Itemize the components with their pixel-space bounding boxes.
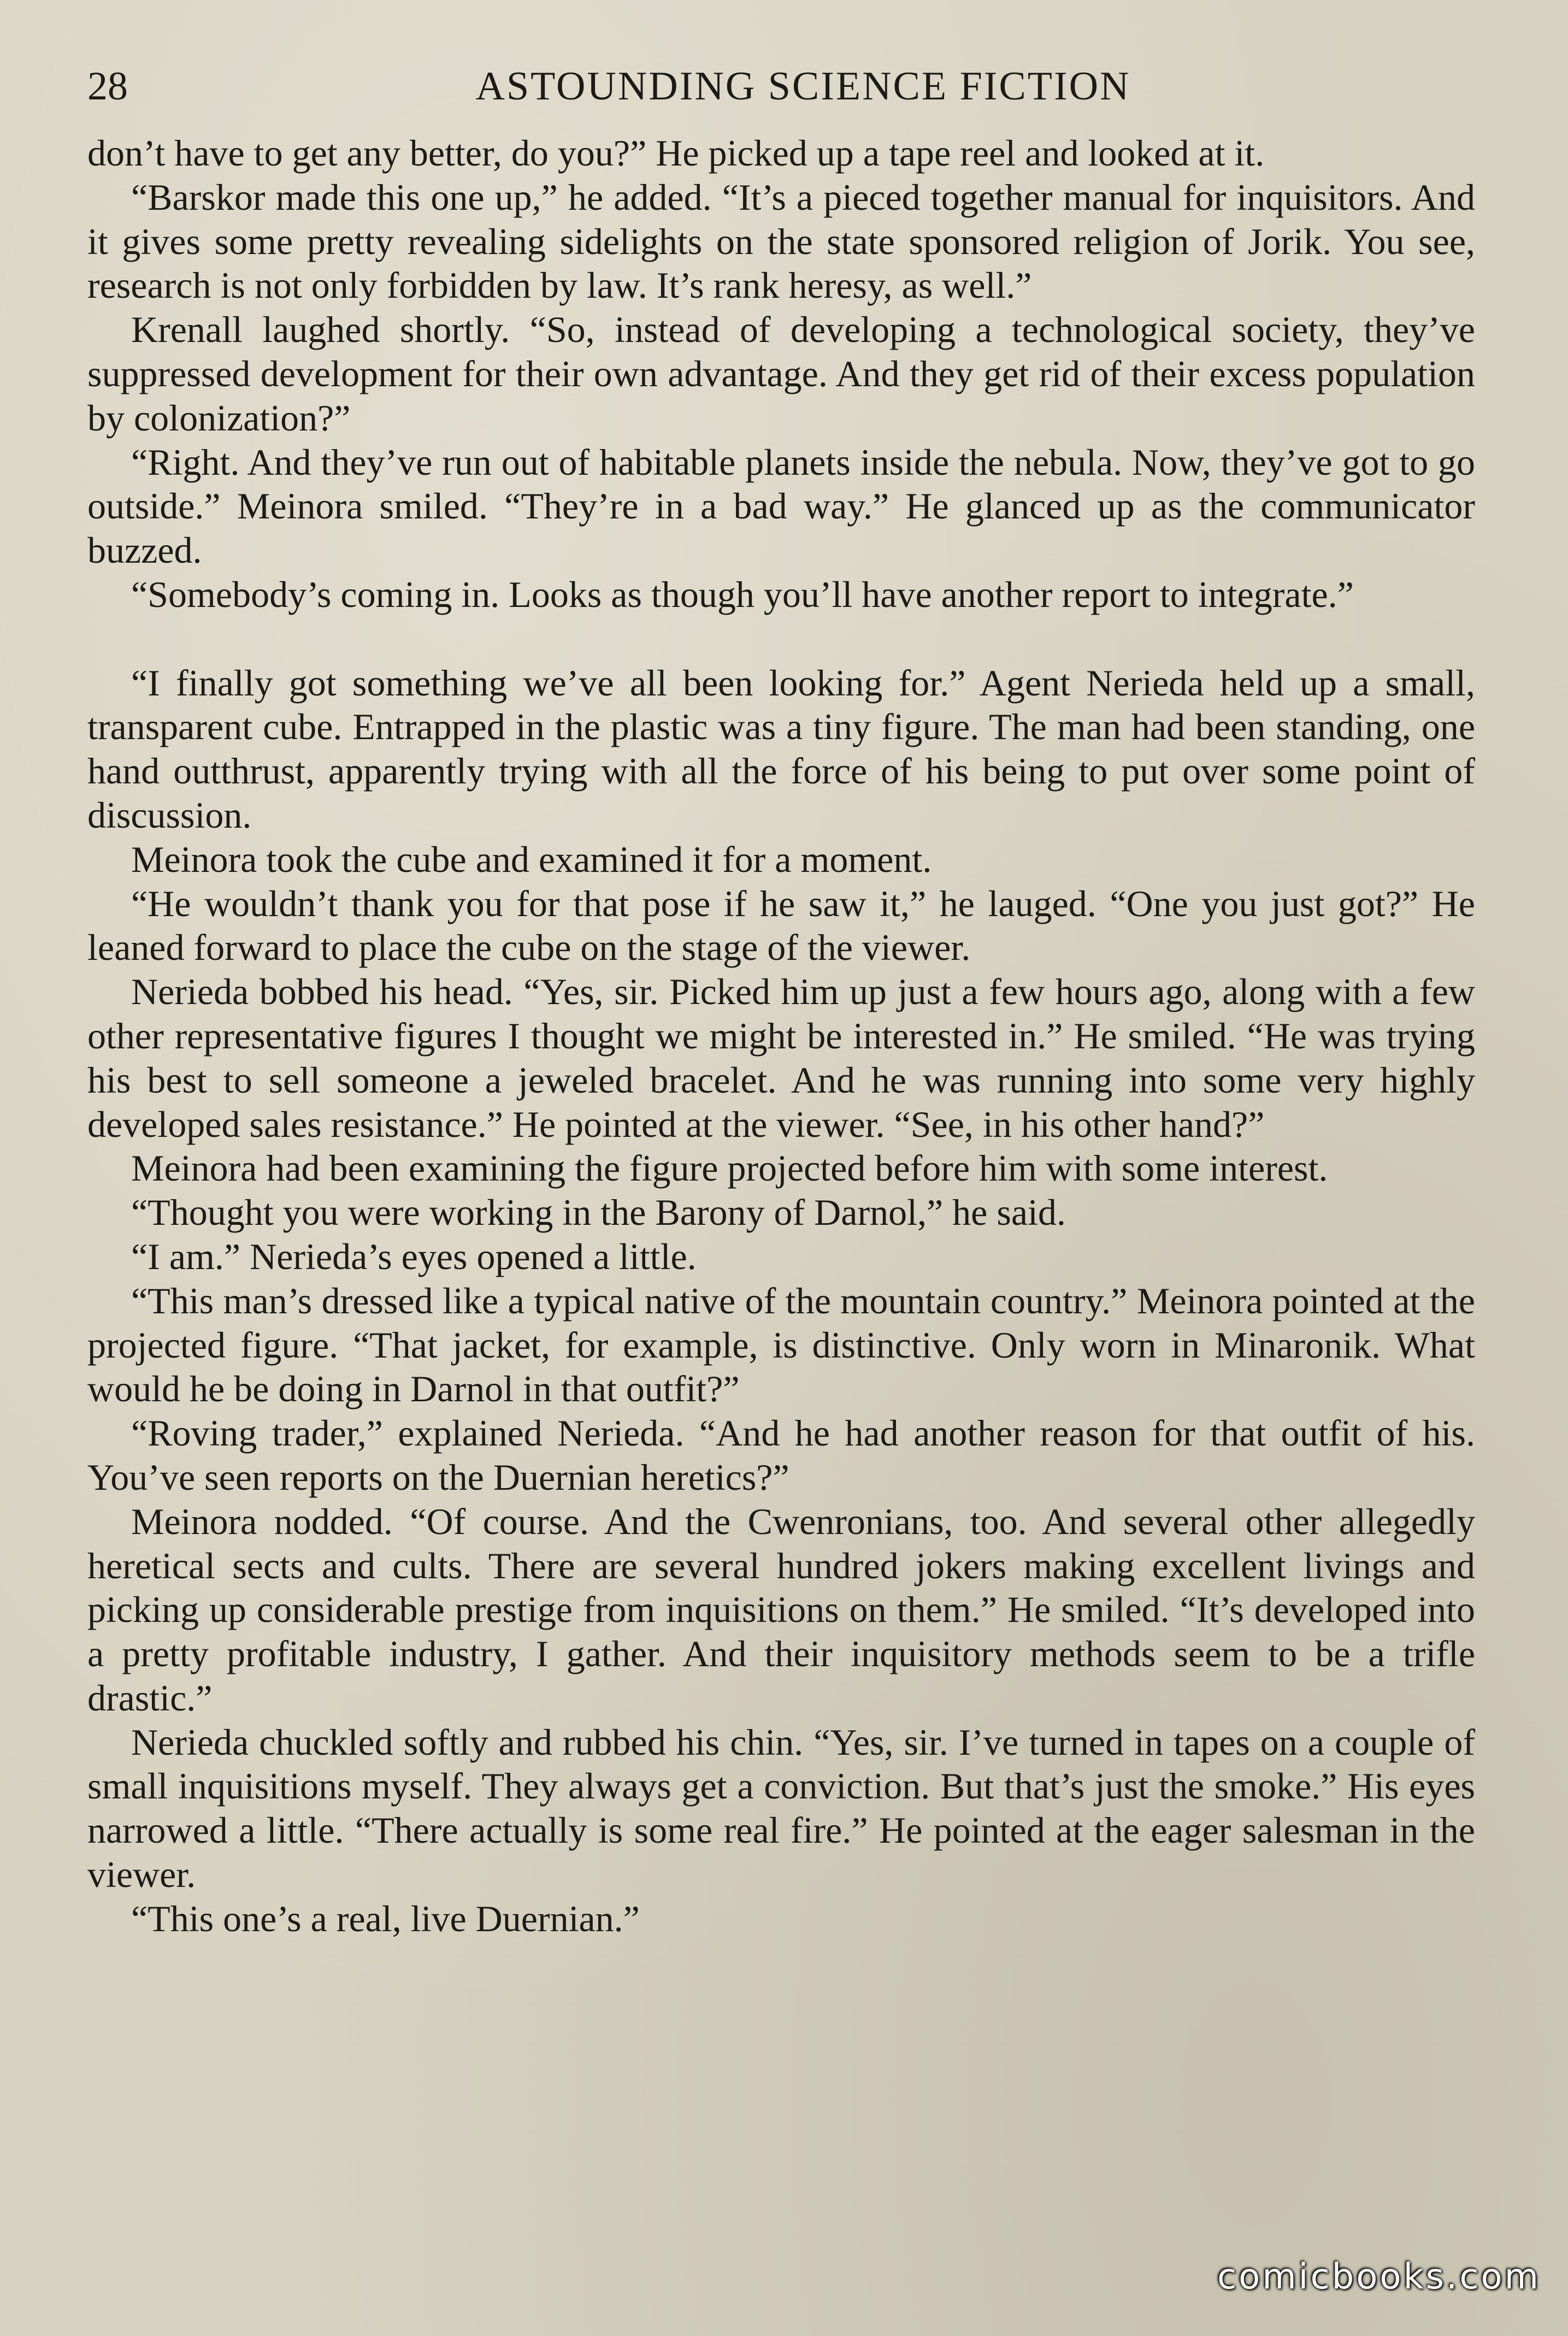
paragraph: “Barskor made this one up,” he added. “It’s a pieced together manual for inquisitors. And it gives some pretty revealing sidelights on the state sponsored religion of Jorik. You see, research is not only forbidden by law. It’s rank heresy, as well.”: [87, 176, 1475, 306]
running-head-title: ASTOUNDING SCIENCE FICTION: [475, 64, 1131, 109]
paragraph: “Roving trader,” explained Nerieda. “And he had another reason for that outfit of his. You’ve seen reports on the Duernian heretics?”: [87, 1412, 1475, 1498]
paragraph: “Thought you were working in the Barony of Darnol,” he said.: [131, 1191, 1066, 1234]
paragraph: “Right. And they’ve run out of habitable planets inside the nebula. Now, they’ve got to go outside.” Meinora smiled. “They’re in a bad way.” He glanced up as the communicator buzzed.: [87, 441, 1475, 571]
paragraph: Meinora had been examining the figure projected before him with some interest.: [131, 1147, 1328, 1189]
paragraph: “This man’s dressed like a typical native of the mountain country.” Meinora pointed at the projected figure. “That jacket, for example, is distinctive. Only worn in Minaronik. What would he be doing in Darnol in that outfit?”: [87, 1279, 1475, 1410]
paragraph: Nerieda bobbed his head. “Yes, sir. Picked him up just a few hours ago, along with a few other representative figures I thought we might be interested in.” He smiled. “He was trying his best to sell someone a jeweled bracelet. And he was running into some very highly developed sales resistance.” He pointed at the viewer. “See, in his other hand?”: [87, 971, 1475, 1145]
story-text: [87, 131, 1475, 1941]
paragraph: don’t have to get any better, do you?” He picked up a tape reel and looked at it.: [87, 132, 1265, 174]
paragraph: Meinora nodded. “Of course. And the Cwenronians, too. And several other allegedly heretical sects and cults. There are several hundred jokers making excellent livings and picking up considerable prestige from inquisitions on them.” He smiled. “It’s developed into a pretty profitable industry, I gather. And their inquisitory methods seem to be a trifle drastic.”: [87, 1500, 1475, 1719]
paragraph: “Somebody’s coming in. Looks as though you’ll have another report to integrate.”: [131, 573, 1354, 615]
paragraph: “This one’s a real, live Duernian.”: [131, 1897, 640, 1939]
paragraph: Krenall laughed shortly. “So, instead of developing a technological society, they’ve suppressed development for their own advantage. And they get rid of their excess population by colonization?”: [87, 309, 1475, 439]
paragraph: Meinora took the cube and examined it for a moment.: [131, 838, 932, 880]
paragraph: Nerieda chuckled softly and rubbed his chin. “Yes, sir. I’ve turned in tapes on a couple of small inquisitions myself. They always get a conviction. But that’s just the smoke.” His eyes narrowed a little. “There actually is some real fire.” He pointed at the eager salesman in the viewer.: [87, 1721, 1475, 1896]
page-number: 28: [87, 64, 128, 109]
paragraph: “I am.” Nerieda’s eyes opened a little.: [131, 1235, 697, 1277]
paragraph: “I finally got something we’ve all been looking for.” Agent Nerieda held up a small, transparent cube. Entrapped in the plastic was a tiny figure. The man had been standing, one hand outthrust, apparently trying with all the force of his being to put over some point of discussion.: [87, 662, 1475, 836]
watermark-text: comicbooks.com: [1217, 2257, 1541, 2297]
paragraph: “He wouldn’t thank you for that pose if he saw it,” he lauged. “One you just got?” He leaned forward to place the cube on the stage of the viewer.: [87, 882, 1475, 969]
page-header: [87, 59, 1475, 114]
